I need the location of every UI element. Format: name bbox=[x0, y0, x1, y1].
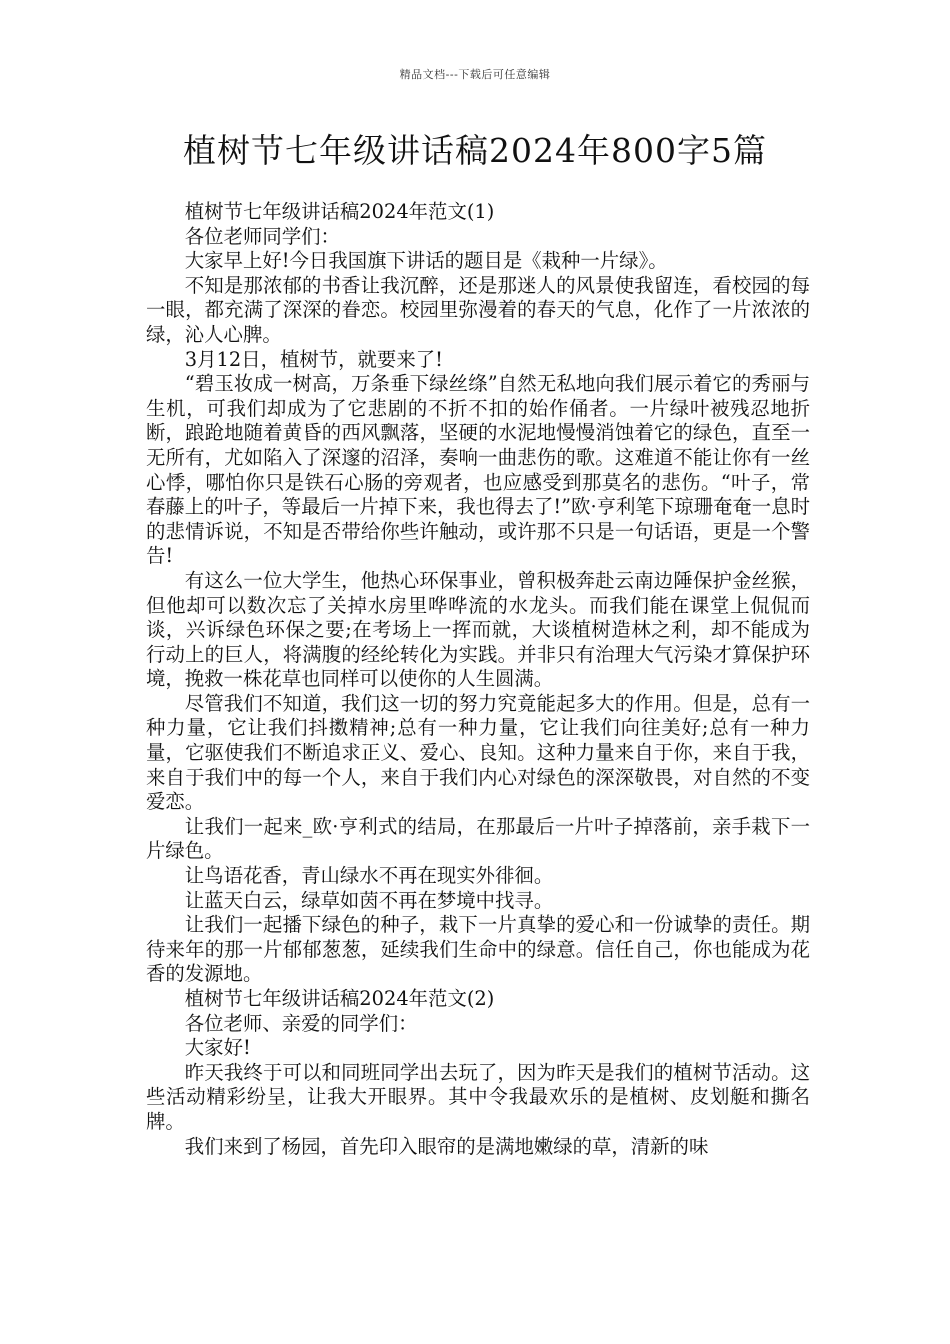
section-heading-1: 植树节七年级讲话稿2024年范文(1) bbox=[184, 200, 495, 223]
body-paragraph: 让鸟语花香，青山绿水不再在现实外徘徊。 bbox=[184, 864, 554, 888]
section-heading-2: 植树节七年级讲话稿2024年范文(2) bbox=[184, 987, 495, 1010]
salutation-paragraph: 各位老师、亲爱的同学们： bbox=[184, 1011, 418, 1035]
body-paragraph: 让我们一起播下绿色的种子，栽下一片真挚的爱心和一份诚挚的责任。期待来年的那一片郁郁葱葱，延续我们生命中的绿意。信任自己，你也能成为花香的发源地。 bbox=[146, 913, 810, 986]
document-title: 植树节七年级讲话稿2024年800字5篇 bbox=[183, 131, 767, 170]
body-paragraph: 有这么一位大学生，他热心环保事业，曾积极奔赴云南边陲保护金丝猴，但他却可以数次忘了关掉水房里哗哗流的水龙头。而我们能在课堂上侃侃而谈，兴诉绿色环保之要;在考场上一挥而就，大谈植树造林之利，却不能成为行动上的巨人，将满腹的经纶转化为实践。并非只有治理大气污染才算保护环境，挽救一株花草也同样可以使你的人生圆满。 bbox=[146, 568, 810, 691]
body-paragraph: 3月12日，植树节，就要来了! bbox=[184, 347, 443, 371]
body-paragraph: 让我们一起来_欧·亨利式的结局，在那最后一片叶子掉落前，亲手栽下一片绿色。 bbox=[146, 814, 810, 863]
document-body bbox=[146, 200, 810, 1159]
greeting-paragraph: 大家早上好!今日我国旗下讲话的题目是《栽种一片绿》。 bbox=[184, 249, 668, 273]
body-paragraph: 昨天我终于可以和同班同学出去玩了，因为昨天是我们的植树节活动。这些活动精彩纷呈，让我大开眼界。其中令我最欢乐的是植树、皮划艇和撕名牌。 bbox=[146, 1060, 810, 1133]
page-header: 精品文档---下载后可任意编辑 bbox=[399, 68, 551, 81]
body-paragraph: 我们来到了杨园，首先印入眼帘的是满地嫩绿的草，清新的味 bbox=[184, 1134, 709, 1158]
greeting-paragraph: 大家好! bbox=[184, 1036, 251, 1060]
salutation-paragraph: 各位老师同学们： bbox=[184, 224, 340, 248]
body-paragraph: 尽管我们不知道，我们这一切的努力究竟能起多大的作用。但是，总有一种力量，它让我们抖擞精神;总有一种力量，它让我们向往美好;总有一种力量，它驱使我们不断追求正义、爱心、良知。这种力量来自于你，来自于我，来自于我们中的每一个人，来自于我们内心对绿色的深深敬畏，对自然的不变爱恋。 bbox=[146, 691, 810, 814]
body-paragraph: 不知是那浓郁的书香让我沉醉，还是那迷人的风景使我留连，看校园的每一眼，都充满了深深的眷恋。校园里弥漫着的春天的气息，化作了一片浓浓的绿，沁人心脾。 bbox=[146, 273, 810, 346]
body-paragraph: “碧玉妆成一树高，万条垂下绿丝绦”自然无私地向我们展示着它的秀丽与生机，可我们却成为了它悲剧的不折不扣的始作俑者。一片绿叶被残忍地折断，踉跄地随着黄昏的西风飘落，坚硬的水泥地慢慢消蚀着它的绿色，直至一无所有，尤如陷入了深邃的沼泽，奏响一曲悲伤的歌。这难道不能让你有一丝心悸，哪怕你只是铁石心肠的旁观者，也应感受到那莫名的悲伤。“叶子，常春藤上的叶子，等最后一片掉下来，我也得去了!”欧·亨利笔下琼珊奄奄一息时的悲情诉说，不知是否带给你些许触动，或许那不只是一句话语，更是一个警告! bbox=[146, 372, 810, 568]
body-paragraph: 让蓝天白云，绿草如茵不再在梦境中找寻。 bbox=[184, 888, 554, 912]
